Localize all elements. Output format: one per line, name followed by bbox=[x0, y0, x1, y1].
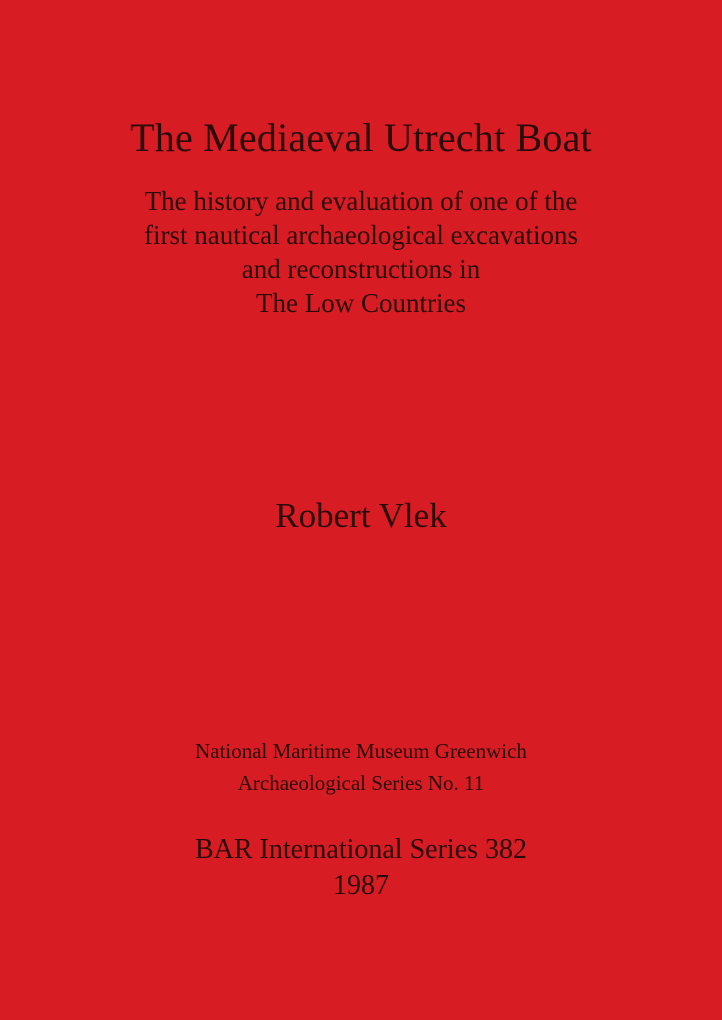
bar-series-label: BAR International Series 382 bbox=[194, 834, 528, 865]
book-title: The Mediaeval Utrecht Boat bbox=[130, 115, 592, 160]
publication-series bbox=[0, 832, 722, 904]
subtitle-line: The history and evaluation of one of the bbox=[144, 186, 578, 216]
subtitle-line: The Low Countries bbox=[256, 288, 466, 318]
subtitle-line: first nautical archaeological excavations bbox=[143, 220, 579, 250]
publication-year: 1987 bbox=[333, 870, 389, 901]
museum-name: National Maritime Museum Greenwich bbox=[195, 739, 527, 763]
subtitle-line: and reconstructions in bbox=[241, 254, 481, 284]
series-number: Archaeological Series No. 11 bbox=[237, 771, 485, 795]
author-name: Robert Vlek bbox=[275, 496, 447, 535]
museum-series bbox=[0, 735, 722, 799]
book-subtitle bbox=[0, 184, 722, 320]
